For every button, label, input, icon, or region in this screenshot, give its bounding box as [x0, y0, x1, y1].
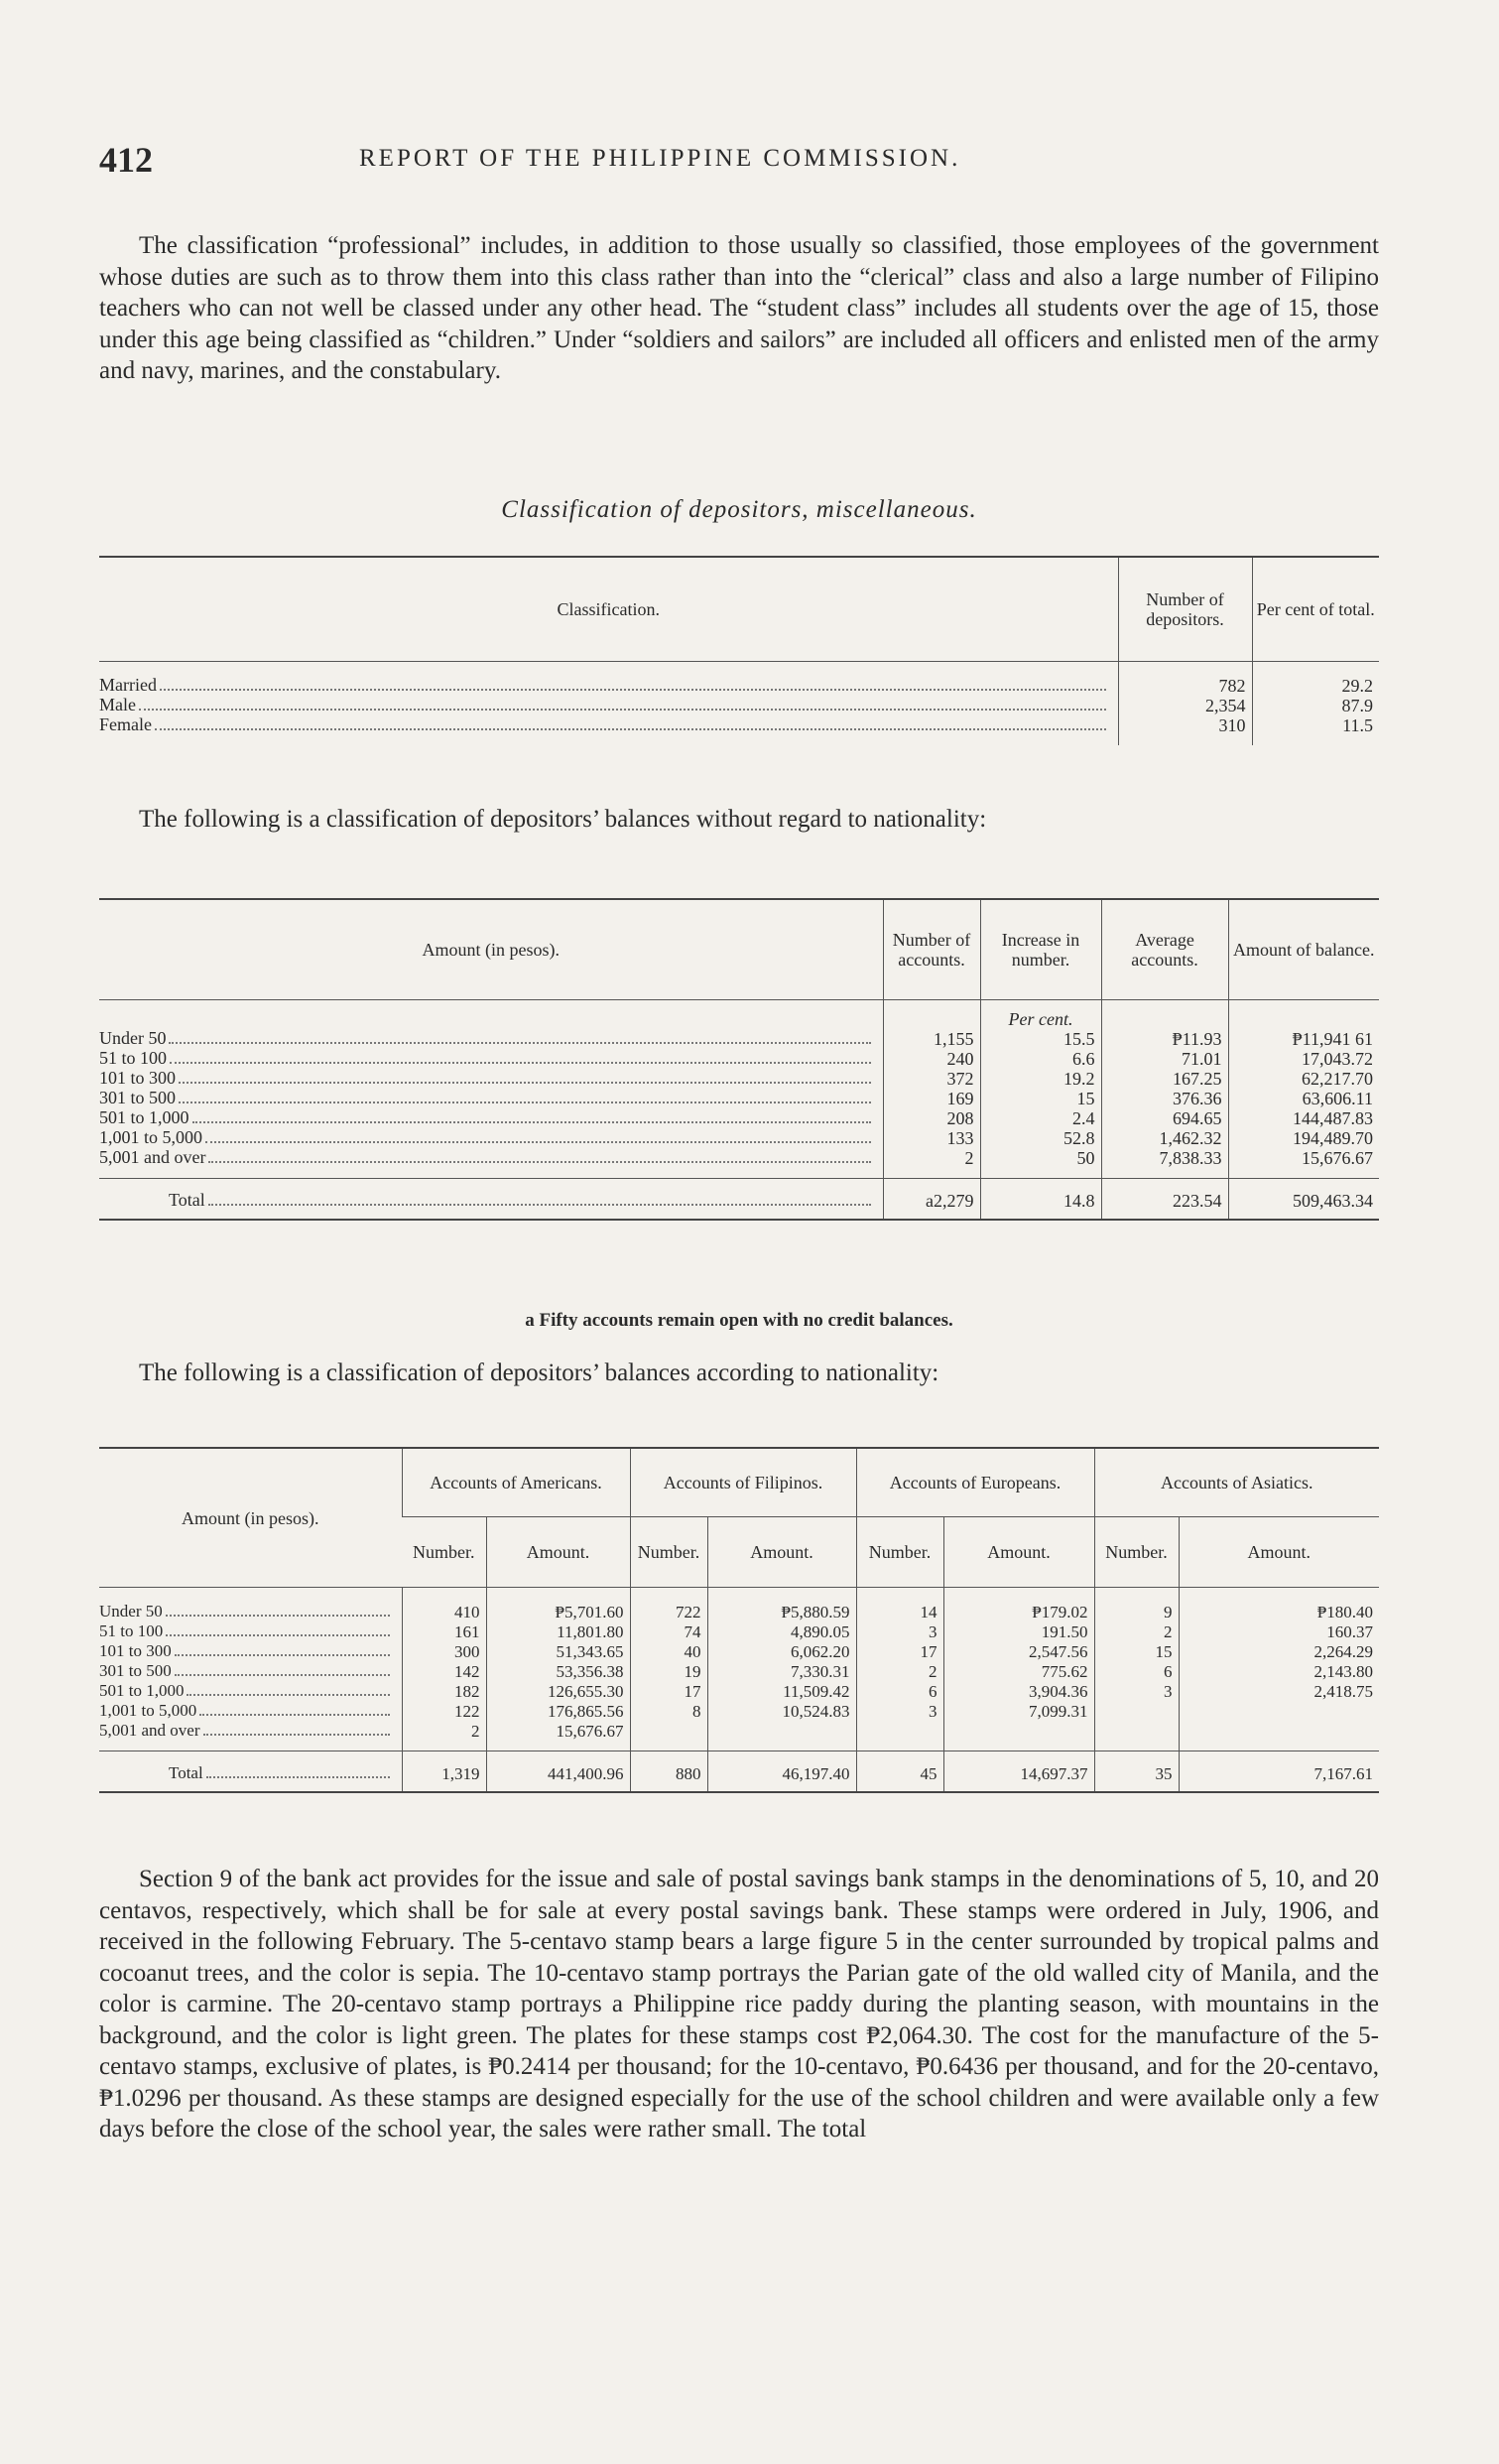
total-europeans-amount: 14,697.37 — [943, 1751, 1094, 1793]
total-asiatics-number: 35 — [1094, 1751, 1179, 1793]
table-row — [99, 1108, 1379, 1128]
table-row — [99, 662, 1379, 697]
americans-amount-cell: ₱5,701.60 — [486, 1588, 630, 1622]
row-label: Male — [99, 695, 136, 714]
europeans-amount-cell: 191.50 — [943, 1621, 1094, 1641]
postal-stamps-paragraph: Section 9 of the bank act provides for the issue and sale of postal savings bank stamps in the denominations of 5, 10, and 20 centavos, respectively, which shall be for sale at every postal savings bank. These stamps were ordered in July, 1906, and received in the following February. The 5-centavo stamp bears a large figure 5 in the center surrounded by tropical palms and cocoanut trees, and the color is sepia. The 10-centavo stamp portrays the Parian gate of the old walled city of Manila, and the color is carmine. The 20-centavo stamp portrays a Philippine rice paddy during the planting season, with mountains in the background, and the color is light green. The plates for these stamps cost ₱2,064.30. The cost for the manufacture of the 5-centavo stamps, exclusive of plates, is ₱0.2414 per thousand; for the 10-centavo, ₱0.6436 per thousand, and for the 20-centavo, ₱1.0296 per thousand. As these stamps are designed especially for the use of the school children and were available only a few days before the close of the school year, the sales were rather small. The total — [99, 1866, 1379, 2142]
total-asiatics-amount: 7,167.61 — [1179, 1751, 1379, 1793]
total-filipinos-amount: 46,197.40 — [707, 1751, 856, 1793]
table-row — [99, 1621, 1379, 1641]
balances-table — [99, 898, 1379, 1221]
asiatics-amount-cell — [1179, 1721, 1379, 1751]
filipinos-number-cell: 8 — [630, 1701, 707, 1721]
table-row — [99, 1588, 1379, 1622]
filipinos-number-cell: 17 — [630, 1681, 707, 1701]
total-increase-cell: 14.8 — [980, 1179, 1101, 1221]
filipinos-amount-cell: 6,062.20 — [707, 1641, 856, 1661]
number-cell: 310 — [1118, 715, 1252, 745]
americans-amount-cell: 53,356.38 — [486, 1661, 630, 1681]
page-number: 412 — [99, 140, 153, 180]
filipinos-amount-cell — [707, 1721, 856, 1751]
col-header-classification: Classification. — [99, 557, 1118, 662]
filipinos-number-cell: 40 — [630, 1641, 707, 1661]
amount-cell: ₱11,941 61 — [1228, 1029, 1379, 1049]
europeans-amount-cell — [943, 1721, 1094, 1751]
miscellaneous-depositors-table — [99, 556, 1379, 745]
asiatics-amount-cell — [1179, 1701, 1379, 1721]
total-amount-cell: 509,463.34 — [1228, 1179, 1379, 1221]
table-row — [99, 1641, 1379, 1661]
nationality-paragraph: The following is a classification of depositors’ balances according to nationality: — [139, 1360, 939, 1386]
nationality-balances-table — [99, 1447, 1379, 1793]
americans-amount-cell: 11,801.80 — [486, 1621, 630, 1641]
asiatics-number-cell: 9 — [1094, 1588, 1179, 1622]
amount-cell: 194,489.70 — [1228, 1128, 1379, 1148]
asiatics-number-cell: 15 — [1094, 1641, 1179, 1661]
number-cell: 372 — [883, 1069, 980, 1089]
table-row — [99, 1069, 1379, 1089]
filipinos-number-cell: 19 — [630, 1661, 707, 1681]
increase-cell: 19.2 — [980, 1069, 1101, 1089]
americans-amount-cell: 51,343.65 — [486, 1641, 630, 1661]
americans-number-cell: 2 — [402, 1721, 486, 1751]
americans-number-cell: 122 — [402, 1701, 486, 1721]
number-cell: 2 — [883, 1148, 980, 1179]
europeans-amount-cell: ₱179.02 — [943, 1588, 1094, 1622]
row-label: 101 to 300 — [99, 1641, 172, 1660]
amount-cell: 15,676.67 — [1228, 1148, 1379, 1179]
percent-cell: 87.9 — [1252, 696, 1379, 715]
sub-header-number: Number. — [630, 1517, 707, 1588]
number-cell: 133 — [883, 1128, 980, 1148]
sub-header-number: Number. — [1094, 1517, 1179, 1588]
table-row — [99, 1049, 1379, 1069]
table-row — [99, 1681, 1379, 1701]
percent-cell: 29.2 — [1252, 662, 1379, 697]
average-cell: 1,462.32 — [1101, 1128, 1228, 1148]
filipinos-number-cell: 722 — [630, 1588, 707, 1622]
table-row — [99, 1701, 1379, 1721]
row-label: 51 to 100 — [99, 1048, 168, 1068]
row-label: 1,001 to 5,000 — [99, 1701, 197, 1720]
americans-number-cell: 300 — [402, 1641, 486, 1661]
europeans-amount-cell: 7,099.31 — [943, 1701, 1094, 1721]
total-americans-amount: 441,400.96 — [486, 1751, 630, 1793]
sub-header-amount: Amount. — [1179, 1517, 1379, 1588]
row-label: 101 to 300 — [99, 1068, 177, 1088]
increase-cell: 15.5 — [980, 1029, 1101, 1049]
total-number-cell: a2,279 — [883, 1179, 980, 1221]
page-header — [99, 139, 1379, 189]
sub-header-number: Number. — [402, 1517, 486, 1588]
europeans-number-cell — [856, 1721, 943, 1751]
total-row — [99, 1751, 1379, 1793]
col-header-average-accounts: Average accounts. — [1101, 899, 1228, 1000]
row-label: 51 to 100 — [99, 1621, 164, 1640]
amount-cell: 62,217.70 — [1228, 1069, 1379, 1089]
increase-cell: 50 — [980, 1148, 1101, 1179]
running-head: REPORT OF THE PHILIPPINE COMMISSION. — [359, 145, 961, 172]
average-cell: 167.25 — [1101, 1069, 1228, 1089]
increase-cell: 15 — [980, 1089, 1101, 1108]
average-cell: 71.01 — [1101, 1049, 1228, 1069]
filipinos-amount-cell: 7,330.31 — [707, 1661, 856, 1681]
number-cell: 169 — [883, 1089, 980, 1108]
amount-cell: 144,487.83 — [1228, 1108, 1379, 1128]
average-cell: 376.36 — [1101, 1089, 1228, 1108]
footnote: a Fifty accounts remain open with no credit balances. — [525, 1310, 953, 1331]
table-row — [99, 715, 1379, 745]
total-label: Total — [169, 1190, 205, 1210]
col-header-number-of-accounts: Number of accounts. — [883, 899, 980, 1000]
total-row — [99, 1179, 1379, 1221]
group-header-asiatics: Accounts of Asiatics. — [1094, 1448, 1379, 1517]
europeans-number-cell: 2 — [856, 1661, 943, 1681]
row-label: 5,001 and over — [99, 1147, 206, 1167]
table-row — [99, 1089, 1379, 1108]
col-header-amount-pesos: Amount (in pesos). — [99, 1448, 402, 1588]
table1-caption: Classification of depositors, miscellaneous. — [501, 496, 977, 523]
average-cell: ₱11.93 — [1101, 1029, 1228, 1049]
row-label: Married — [99, 675, 157, 695]
americans-amount-cell: 15,676.67 — [486, 1721, 630, 1751]
americans-amount-cell: 126,655.30 — [486, 1681, 630, 1701]
europeans-amount-cell: 2,547.56 — [943, 1641, 1094, 1661]
table-row — [99, 696, 1379, 715]
asiatics-number-cell: 3 — [1094, 1681, 1179, 1701]
total-label: Total — [169, 1763, 203, 1782]
col-header-amount-pesos: Amount (in pesos). — [99, 899, 883, 1000]
row-label: 5,001 and over — [99, 1721, 200, 1740]
total-filipinos-number: 880 — [630, 1751, 707, 1793]
row-label: 1,001 to 5,000 — [99, 1127, 203, 1147]
balances-paragraph: The following is a classification of depositors’ balances without regard to nationality: — [139, 806, 987, 833]
americans-number-cell: 142 — [402, 1661, 486, 1681]
intro-paragraph: The classification “professional” includes, in addition to those usually so classified, those employees of the government whose duties are such as to throw them into this class rather than into the “clerical” class and also a large number of Filipino teachers who can not well be classed under any other head. The “student class” includes all students over the age of 15, those under this age being classified as “children.” Under “soldiers and sailors” are included all officers and enlisted men of the army and navy, marines, and the constabulary. — [99, 232, 1379, 384]
americans-number-cell: 182 — [402, 1681, 486, 1701]
sub-header-amount: Amount. — [707, 1517, 856, 1588]
asiatics-amount-cell: ₱180.40 — [1179, 1588, 1379, 1622]
sub-header-amount: Amount. — [943, 1517, 1094, 1588]
asiatics-amount-cell: 2,143.80 — [1179, 1661, 1379, 1681]
europeans-number-cell: 3 — [856, 1701, 943, 1721]
group-header-americans: Accounts of Americans. — [402, 1448, 630, 1517]
europeans-number-cell: 14 — [856, 1588, 943, 1622]
total-average-cell: 223.54 — [1101, 1179, 1228, 1221]
average-cell: 694.65 — [1101, 1108, 1228, 1128]
row-label: 301 to 500 — [99, 1661, 172, 1680]
total-americans-number: 1,319 — [402, 1751, 486, 1793]
table-row — [99, 1148, 1379, 1179]
asiatics-amount-cell: 160.37 — [1179, 1621, 1379, 1641]
asiatics-number-cell — [1094, 1721, 1179, 1751]
asiatics-amount-cell: 2,418.75 — [1179, 1681, 1379, 1701]
amount-cell: 63,606.11 — [1228, 1089, 1379, 1108]
table-row — [99, 1128, 1379, 1148]
group-header-filipinos: Accounts of Filipinos. — [630, 1448, 856, 1517]
col-header-percent-of-total: Per cent of total. — [1252, 557, 1379, 662]
row-label: 301 to 500 — [99, 1088, 177, 1107]
filipinos-amount-cell: 11,509.42 — [707, 1681, 856, 1701]
asiatics-number-cell: 2 — [1094, 1621, 1179, 1641]
col-header-increase-in-number: Increase in number. — [980, 899, 1101, 1000]
sub-header-number: Number. — [856, 1517, 943, 1588]
europeans-number-cell: 3 — [856, 1621, 943, 1641]
per-cent-unit: Per cent. — [980, 1000, 1101, 1030]
table-row — [99, 1029, 1379, 1049]
filipinos-number-cell — [630, 1721, 707, 1751]
asiatics-number-cell — [1094, 1701, 1179, 1721]
filipinos-amount-cell: 10,524.83 — [707, 1701, 856, 1721]
row-label: Under 50 — [99, 1602, 163, 1621]
europeans-number-cell: 17 — [856, 1641, 943, 1661]
number-cell: 782 — [1118, 662, 1252, 697]
amount-cell: 17,043.72 — [1228, 1049, 1379, 1069]
row-label: Female — [99, 714, 152, 734]
americans-number-cell: 161 — [402, 1621, 486, 1641]
col-header-amount-of-balance: Amount of balance. — [1228, 899, 1379, 1000]
group-header-europeans: Accounts of Europeans. — [856, 1448, 1094, 1517]
number-cell: 208 — [883, 1108, 980, 1128]
number-cell: 2,354 — [1118, 696, 1252, 715]
number-cell: 1,155 — [883, 1029, 980, 1049]
asiatics-amount-cell: 2,264.29 — [1179, 1641, 1379, 1661]
increase-cell: 52.8 — [980, 1128, 1101, 1148]
total-europeans-number: 45 — [856, 1751, 943, 1793]
americans-number-cell: 410 — [402, 1588, 486, 1622]
table-row — [99, 1661, 1379, 1681]
filipinos-amount-cell: ₱5,880.59 — [707, 1588, 856, 1622]
asiatics-number-cell: 6 — [1094, 1661, 1179, 1681]
row-label: Under 50 — [99, 1028, 167, 1048]
row-label: 501 to 1,000 — [99, 1107, 189, 1127]
table-row — [99, 1721, 1379, 1751]
sub-header-amount: Amount. — [486, 1517, 630, 1588]
col-header-number-of-depositors: Number of depositors. — [1118, 557, 1252, 662]
europeans-number-cell: 6 — [856, 1681, 943, 1701]
percent-cell: 11.5 — [1252, 715, 1379, 745]
americans-amount-cell: 176,865.56 — [486, 1701, 630, 1721]
increase-cell: 2.4 — [980, 1108, 1101, 1128]
average-cell: 7,838.33 — [1101, 1148, 1228, 1179]
europeans-amount-cell: 775.62 — [943, 1661, 1094, 1681]
europeans-amount-cell: 3,904.36 — [943, 1681, 1094, 1701]
filipinos-number-cell: 74 — [630, 1621, 707, 1641]
filipinos-amount-cell: 4,890.05 — [707, 1621, 856, 1641]
unit-row — [99, 1000, 1379, 1030]
row-label: 501 to 1,000 — [99, 1681, 185, 1700]
increase-cell: 6.6 — [980, 1049, 1101, 1069]
number-cell: 240 — [883, 1049, 980, 1069]
